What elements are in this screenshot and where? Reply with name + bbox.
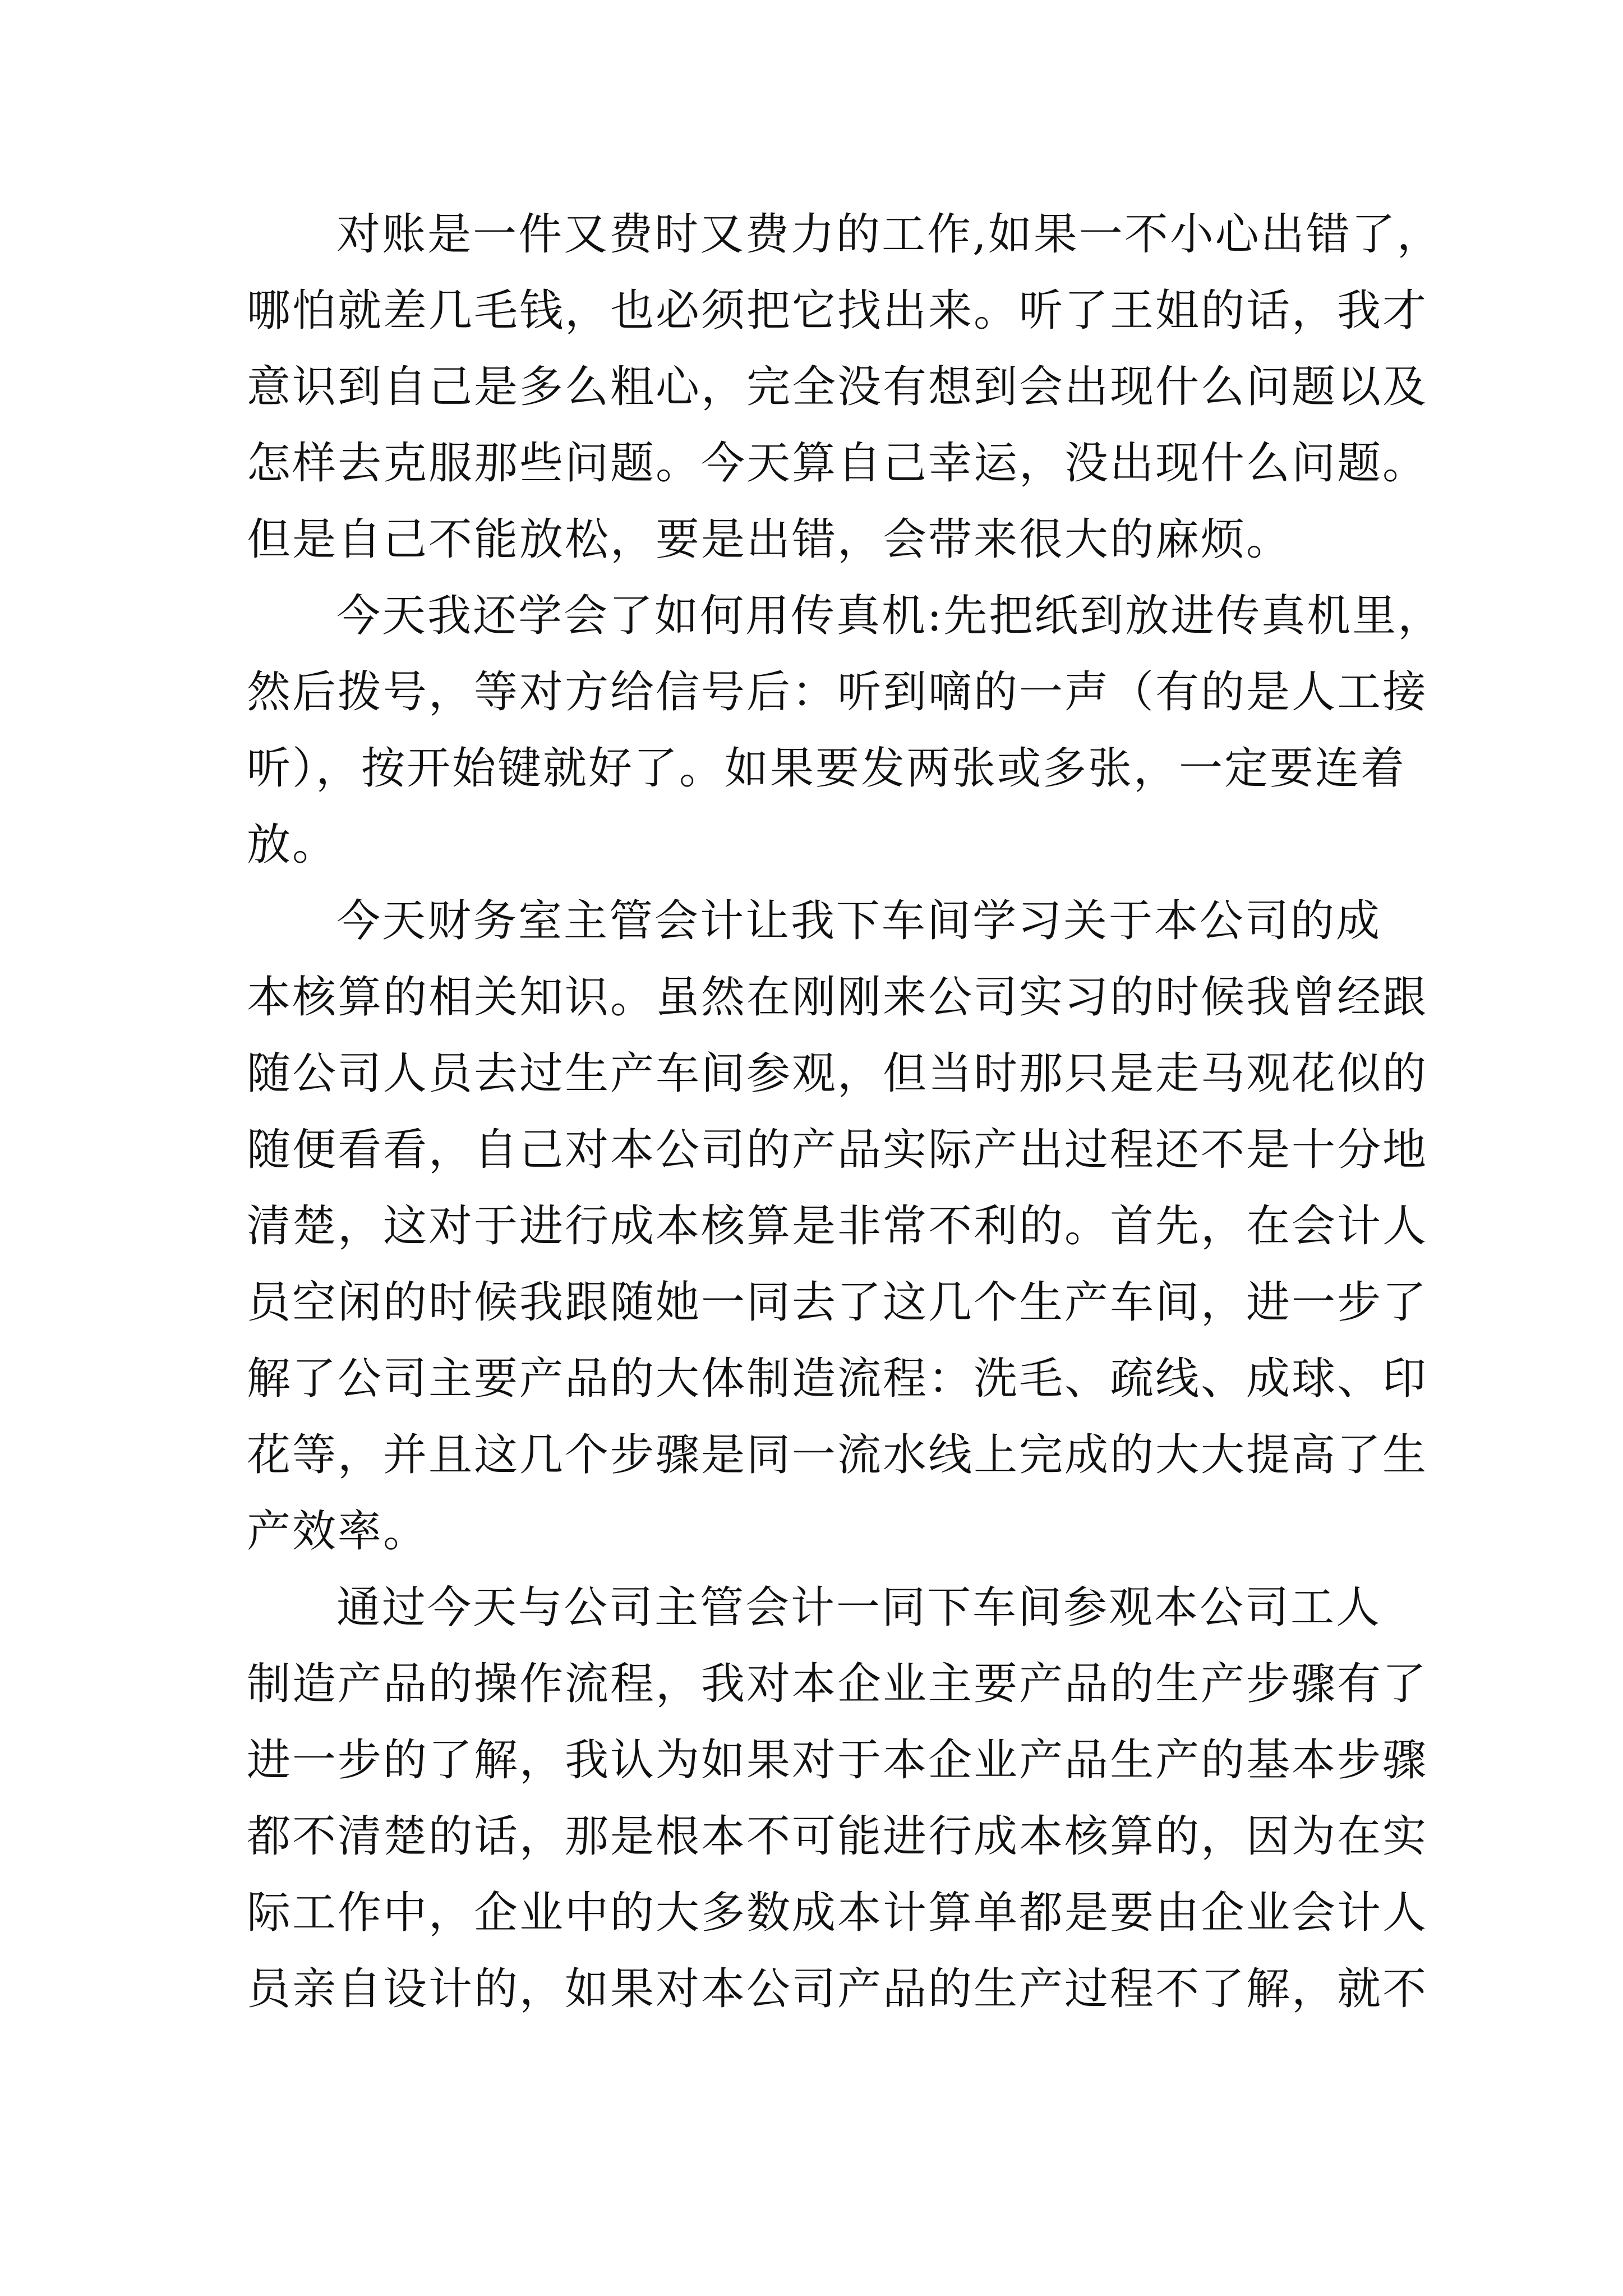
text-line: 对账是一件又费时又费力的工作,如果一不小心出错了，: [336, 209, 1442, 260]
text-line: 花等，并且这几个步骤是同一流水线上完成的大大提高了生: [247, 1430, 1428, 1480]
text-line: 员空闲的时候我跟随她一同去了这几个生产车间，进一步了: [247, 1277, 1428, 1328]
body-text: [247, 196, 1444, 2027]
text-line: 然后拨号，等对方给信号后：听到嘀的一声（有的是人工接: [247, 667, 1428, 717]
text-line: 今天我还学会了如何用传真机:先把纸到放进传真机里，: [336, 591, 1444, 641]
paragraph-2: [247, 578, 1444, 883]
paragraph-3: [247, 883, 1428, 1570]
text-line: 但是自己不能放松，要是出错，会带来很大的麻烦。: [247, 514, 1292, 565]
text-line: 本核算的相关知识。虽然在刚刚来公司实习的时候我曾经跟: [247, 972, 1428, 1023]
text-line: 制造产品的操作流程，我对本企业主要产品的生产步骤有了: [247, 1659, 1428, 1709]
text-line: 随公司人员去过生产车间参观，但当时那只是走马观花似的: [247, 1048, 1428, 1099]
text-line: 清楚，这对于进行成本核算是非常不利的。首先，在会计人: [247, 1201, 1428, 1251]
text-line: 随便看看，自己对本公司的产品实际产出过程还不是十分地: [247, 1125, 1428, 1175]
text-line: 际工作中，企业中的大多数成本计算单都是要由企业会计人: [247, 1888, 1428, 1938]
text-line: 通过今天与公司主管会计一同下车间参观本公司工人: [336, 1582, 1382, 1633]
paragraph-4: [247, 1570, 1428, 2027]
paragraph-1: [247, 196, 1442, 578]
text-line: 意识到自己是多么粗心，完全没有想到会出现什么问题以及: [247, 362, 1428, 412]
text-line: 今天财务室主管会计让我下车间学习关于本公司的成: [336, 896, 1382, 946]
text-line: 产效率。: [247, 1506, 429, 1557]
text-line: 哪怕就差几毛钱，也必须把它找出来。听了王姐的话，我才: [247, 286, 1428, 336]
text-line: 进一步的了解，我认为如果对于本企业产品生产的基本步骤: [247, 1735, 1428, 1786]
text-line: 员亲自设计的，如果对本公司产品的生产过程不了解，就不: [247, 1964, 1428, 2014]
text-line: 听），按开始键就好了。如果要发两张或多张，一定要连着: [247, 743, 1407, 794]
text-line: 放。: [247, 820, 338, 870]
text-line: 解了公司主要产品的大体制造流程：洗毛、疏线、成球、印: [247, 1354, 1428, 1404]
text-line: 怎样去克服那些问题。今天算自己幸运，没出现什么问题。: [247, 438, 1428, 489]
text-line: 都不清楚的话，那是根本不可能进行成本核算的，因为在实: [247, 1811, 1428, 1862]
